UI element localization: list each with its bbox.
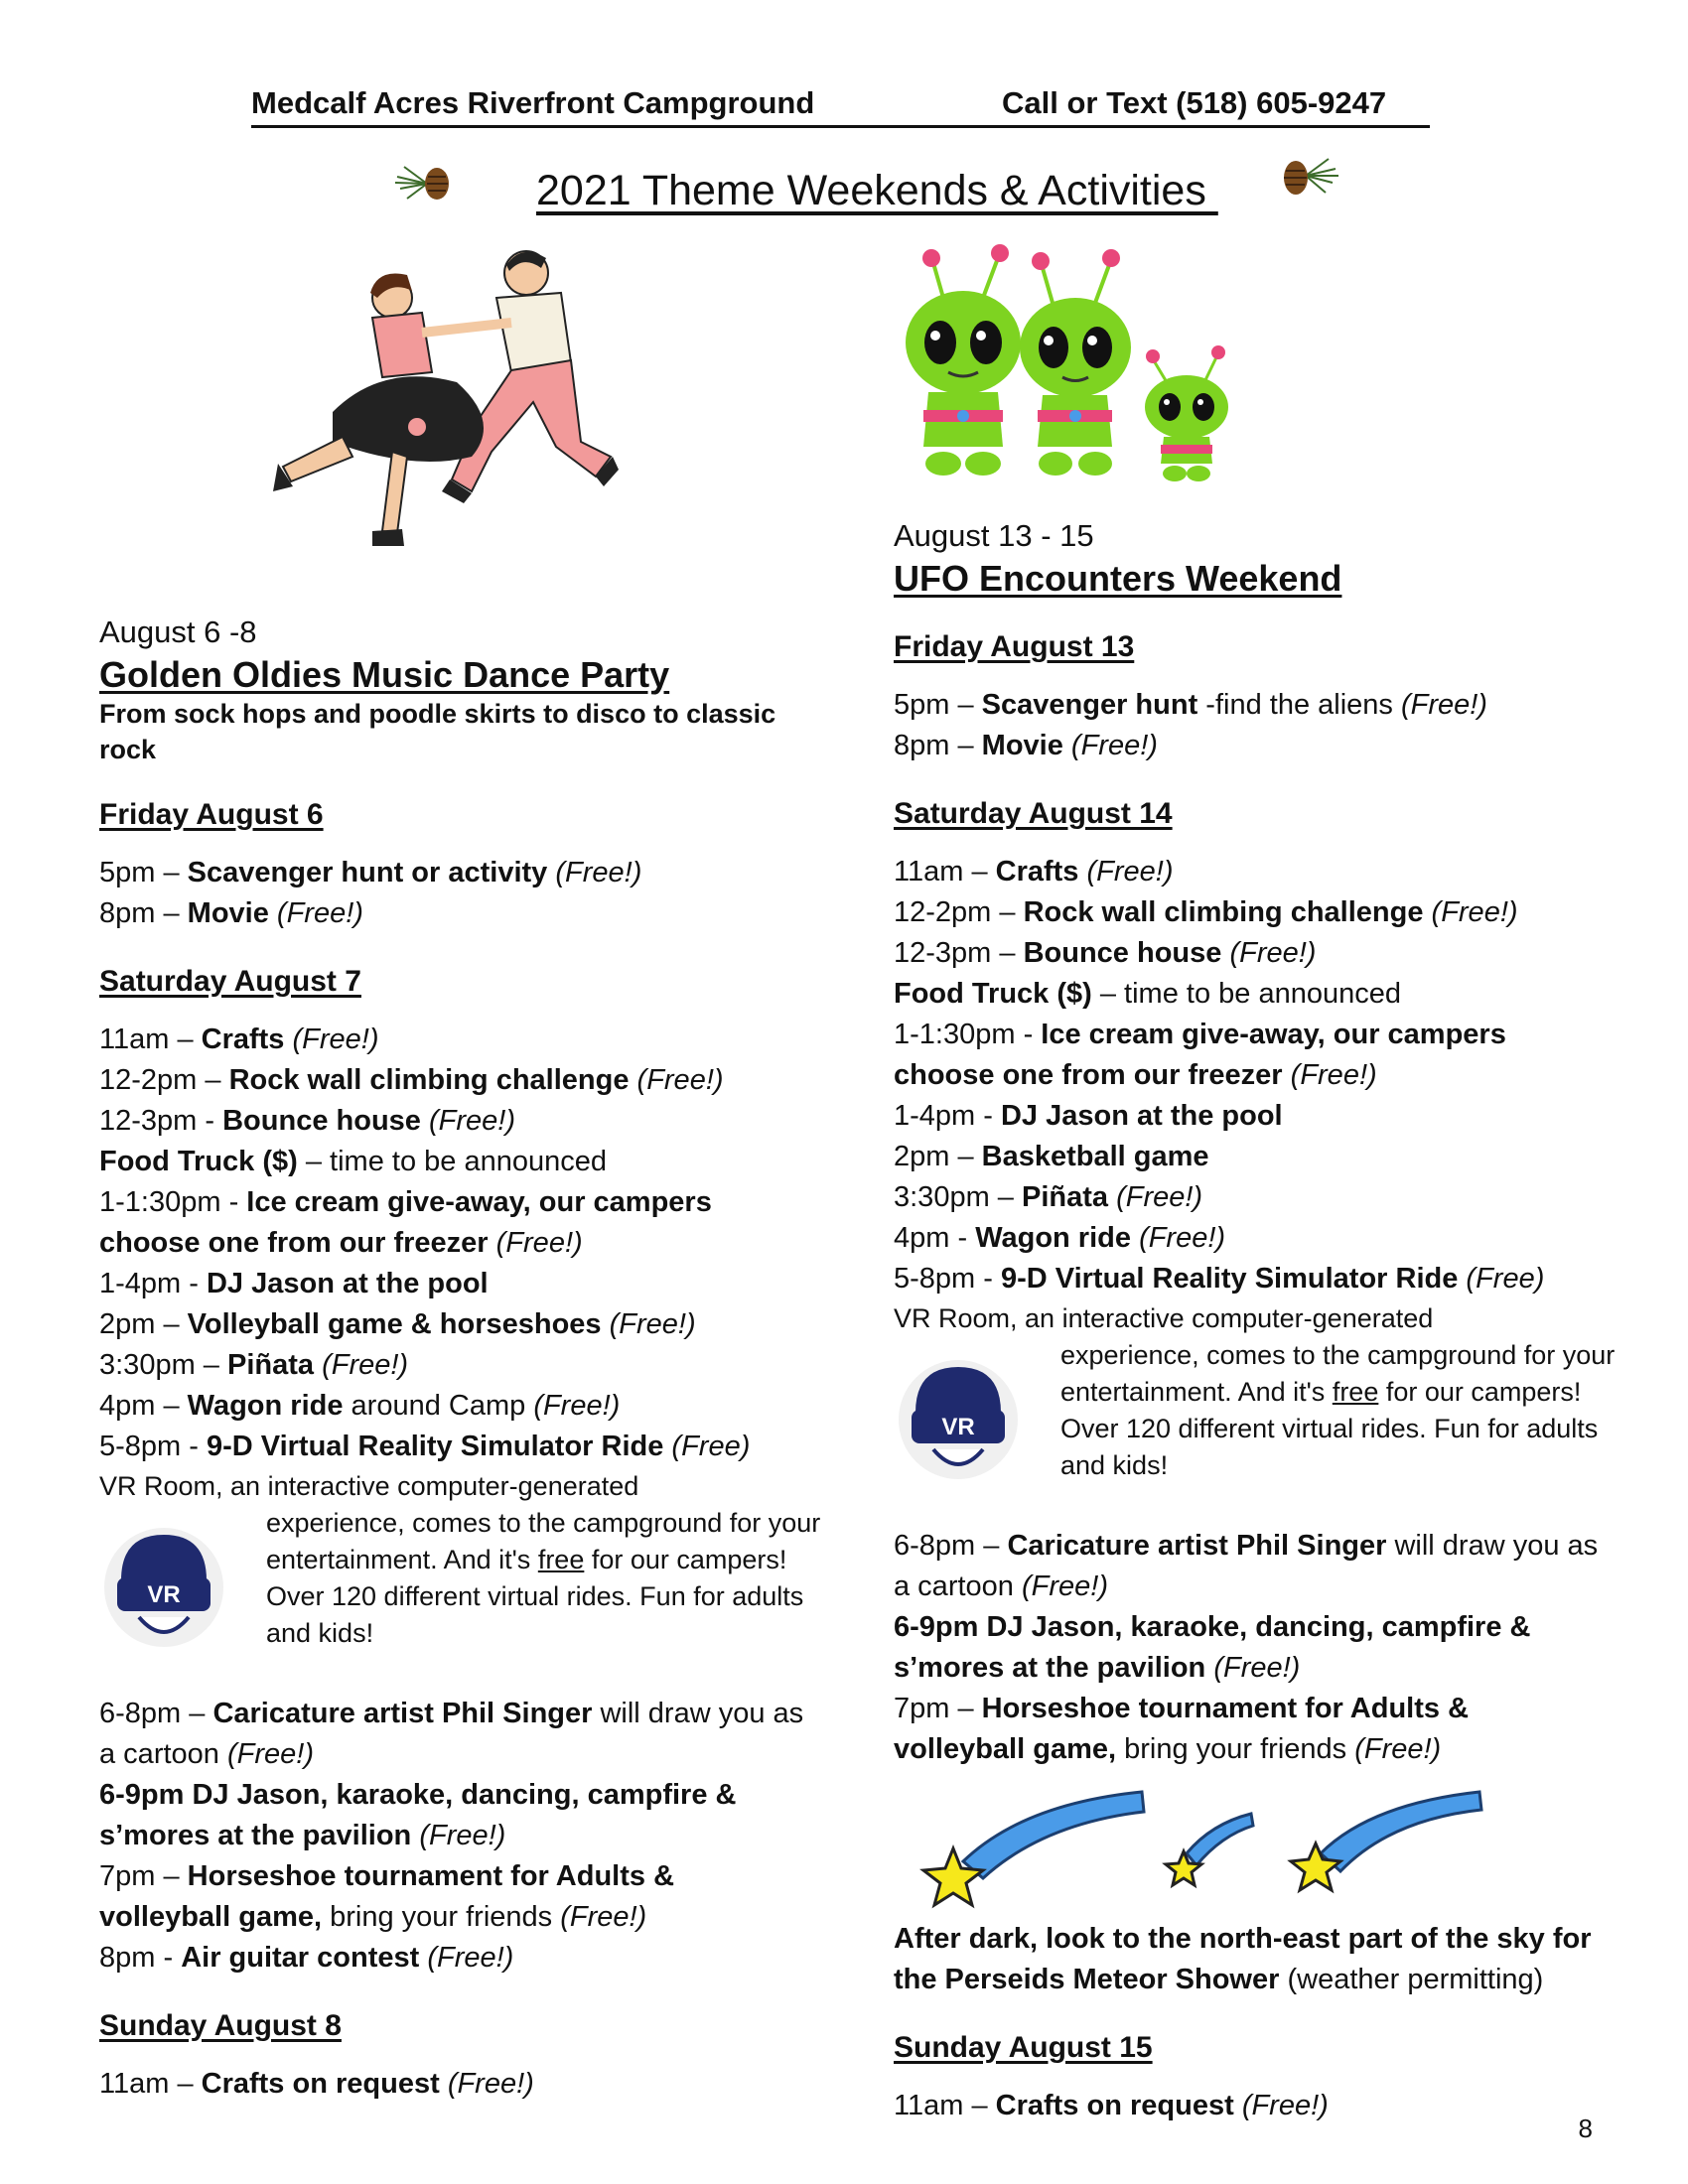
list-item: a cartoon (Free!) bbox=[99, 1738, 314, 1770]
right-dates: August 13 - 15 bbox=[894, 518, 1094, 553]
list-item: 3:30pm – Piñata (Free!) bbox=[894, 1181, 1203, 1213]
right-theme-title: UFO Encounters Weekend bbox=[894, 558, 1342, 599]
vr-headset-icon bbox=[99, 1523, 228, 1652]
list-item: 5pm – Scavenger hunt -find the aliens (Free!) bbox=[894, 689, 1487, 721]
list-item: 1-1:30pm - Ice cream give-away, our campers bbox=[99, 1186, 712, 1218]
list-item: 12-3pm - Bounce house (Free!) bbox=[99, 1105, 515, 1137]
list-item: 4pm - Wagon ride (Free!) bbox=[894, 1222, 1226, 1254]
list-item: 12-2pm – Rock wall climbing challenge (Free!) bbox=[99, 1064, 724, 1096]
right-sunday-heading: Sunday August 15 bbox=[894, 2031, 1153, 2064]
list-item: 5-8pm - 9-D Virtual Reality Simulator Ride (Free) bbox=[894, 1263, 1545, 1295]
list-item: 2pm – Volleyball game & horseshoes (Free!) bbox=[99, 1308, 696, 1340]
vr-description bbox=[99, 1505, 821, 1694]
right-column bbox=[894, 514, 1616, 2126]
list-item: s’mores at the pavilion (Free!) bbox=[99, 1820, 506, 1851]
svg-text:VR: VR bbox=[941, 1414, 975, 1440]
right-friday-heading: Friday August 13 bbox=[894, 630, 1135, 663]
vr-text: experience, comes to the campground for your entertainment. And it's free for our campers! Over 120 different virtual rides. Fun for adults and kids! bbox=[266, 1508, 821, 1648]
list-item: volleyball game, bring your friends (Free!) bbox=[99, 1901, 647, 1933]
list-item: choose one from our freezer (Free!) bbox=[894, 1059, 1377, 1091]
vr-headset-icon bbox=[894, 1355, 1023, 1484]
list-item: 5-8pm - 9-D Virtual Reality Simulator Ride (Free) bbox=[99, 1431, 751, 1462]
vr-intro: VR Room, an interactive computer-generated bbox=[894, 1303, 1434, 1333]
list-item: 8pm - Air guitar contest (Free!) bbox=[99, 1942, 514, 1974]
list-item: s’mores at the pavilion (Free!) bbox=[894, 1652, 1301, 1684]
list-item: 6-9pm DJ Jason, karaoke, dancing, campfire & bbox=[99, 1779, 737, 1811]
right-saturday-heading: Saturday August 14 bbox=[894, 797, 1173, 830]
list-item: 3:30pm – Piñata (Free!) bbox=[99, 1349, 409, 1381]
list-item: 8pm – Movie (Free!) bbox=[99, 897, 363, 929]
list-item: 11am – Crafts (Free!) bbox=[99, 1024, 379, 1055]
list-item: 11am – Crafts on request (Free!) bbox=[894, 2090, 1329, 2121]
list-item: a cartoon (Free!) bbox=[894, 1570, 1108, 1602]
list-item: 11am – Crafts on request (Free!) bbox=[99, 2068, 534, 2100]
page-number: 8 bbox=[1578, 2114, 1593, 2143]
left-dates: August 6 -8 bbox=[99, 614, 257, 649]
list-item: Food Truck ($) – time to be announced bbox=[99, 1146, 607, 1177]
page-title: 2021 Theme Weekends & Activities bbox=[536, 167, 1218, 214]
list-item: 6-9pm DJ Jason, karaoke, dancing, campfire & bbox=[894, 1611, 1531, 1643]
left-saturday-heading: Saturday August 7 bbox=[99, 965, 361, 998]
left-column bbox=[99, 611, 821, 2105]
list-item: 8pm – Movie (Free!) bbox=[894, 730, 1158, 761]
list-item: volleyball game, bring your friends (Free!) bbox=[894, 1733, 1442, 1765]
list-item: 2pm – Basketball game bbox=[894, 1141, 1209, 1172]
header bbox=[251, 83, 1430, 128]
list-item: 12-2pm – Rock wall climbing challenge (Free!) bbox=[894, 896, 1518, 928]
list-item: 1-1:30pm - Ice cream give-away, our campers bbox=[894, 1019, 1506, 1050]
svg-text:VR: VR bbox=[147, 1581, 181, 1608]
list-item: 1-4pm - DJ Jason at the pool bbox=[894, 1100, 1283, 1132]
list-item: choose one from our freezer (Free!) bbox=[99, 1227, 583, 1259]
list-item: 5pm – Scavenger hunt or activity (Free!) bbox=[99, 857, 642, 888]
contact-phone: Call or Text (518) 605-9247 bbox=[1002, 85, 1387, 120]
meteor-text-line2: the Perseids Meteor Shower (weather permitting) bbox=[894, 1964, 1544, 1995]
left-theme-title: Golden Oldies Music Dance Party bbox=[99, 654, 670, 695]
shooting-stars-icon bbox=[894, 1784, 1489, 1913]
dancing-couple-illustration bbox=[273, 243, 621, 581]
list-item: 1-4pm - DJ Jason at the pool bbox=[99, 1268, 489, 1299]
list-item: 12-3pm – Bounce house (Free!) bbox=[894, 937, 1317, 969]
vr-intro: VR Room, an interactive computer-generated bbox=[99, 1471, 639, 1501]
vr-description bbox=[894, 1337, 1616, 1526]
list-item: 6-8pm – Caricature artist Phil Singer will draw you as bbox=[99, 1698, 804, 1729]
list-item: 4pm – Wagon ride around Camp (Free!) bbox=[99, 1390, 621, 1422]
left-theme-subtitle: From sock hops and poodle skirts to disco to classic rock bbox=[99, 699, 776, 764]
left-sunday-heading: Sunday August 8 bbox=[99, 2009, 342, 2042]
meteors-illustration bbox=[894, 1784, 1589, 1913]
list-item: 6-8pm – Caricature artist Phil Singer will draw you as bbox=[894, 1530, 1599, 1562]
list-item: Food Truck ($) – time to be announced bbox=[894, 978, 1401, 1010]
list-item: 7pm – Horseshoe tournament for Adults & bbox=[99, 1860, 675, 1892]
list-item: 7pm – Horseshoe tournament for Adults & bbox=[894, 1693, 1470, 1724]
pinecone-icon-right bbox=[1271, 151, 1340, 205]
vr-text: experience, comes to the campground for your entertainment. And it's free for our campers! Over 120 different virtual rides. Fun for adults and kids! bbox=[1060, 1340, 1616, 1480]
meteor-text-line1: After dark, look to the north-east part of the sky for bbox=[894, 1923, 1592, 1955]
list-item: 11am – Crafts (Free!) bbox=[894, 856, 1174, 887]
left-friday-heading: Friday August 6 bbox=[99, 798, 324, 831]
pinecone-icon-left bbox=[392, 159, 462, 208]
aliens-illustration bbox=[889, 243, 1276, 481]
campground-name: Medcalf Acres Riverfront Campground bbox=[251, 85, 815, 120]
